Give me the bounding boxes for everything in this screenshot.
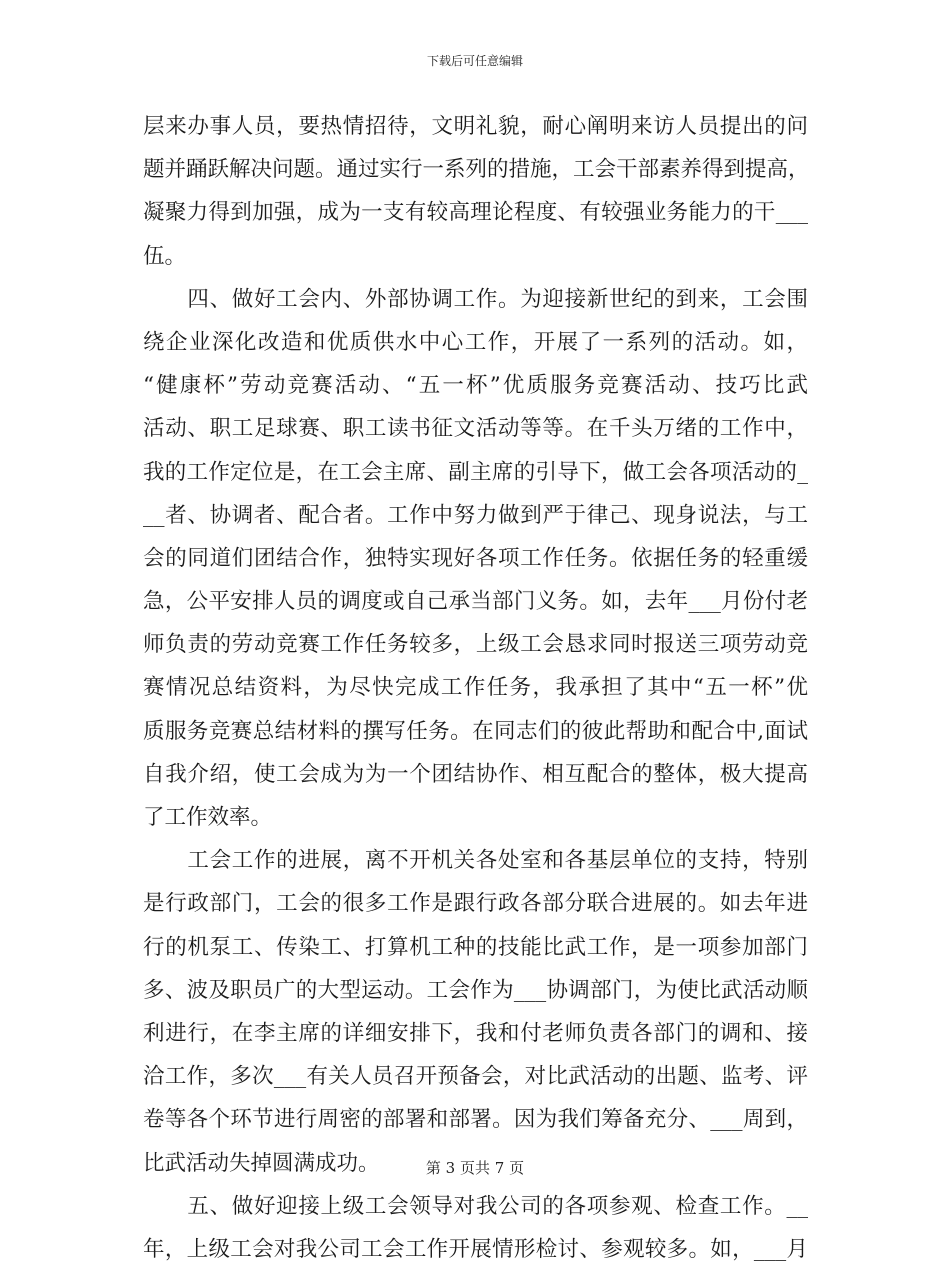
text-line: 行的机泵工、传染工、打算机工种的技能比武工作，是一项参加部门 xyxy=(143,934,808,960)
text-line: 赛情况总结资料，为尽快完成工作任务，我承担了其中“五一杯”优 xyxy=(143,675,808,701)
text-line: __者、协调者、配合者。工作中努力做到严于律己、现身说法，与工 xyxy=(143,502,808,528)
document-body xyxy=(143,105,808,1271)
text-line: 师负责的劳动竞赛工作任务较多，上级工会恳求同时报送三项劳动竞 xyxy=(143,632,808,658)
text-line: 活动、职工足球赛、职工读书征文活动等等。在千头万绪的工作中， xyxy=(143,416,808,442)
text-line: 洽工作，多次___有关人员召开预备会，对比武活动的出题、监考、评 xyxy=(143,1064,808,1090)
page-header: 下载后可任意编辑 xyxy=(426,54,523,68)
text-line: 自我介绍，使工会成为为一个团结协作、相互配合的整体，极大提高 xyxy=(143,761,808,787)
text-line: 比武活动失掉圆满成功。 xyxy=(143,1150,380,1176)
text-line: 急，公平安排人员的调度或自己承当部门义务。如，去年___月份付老 xyxy=(143,589,808,615)
text-line: 工会工作的进展，离不开机关各处室和各基层单位的支持，特别 xyxy=(143,848,808,874)
text-line: 卷等各个环节进行周密的部署和部署。因为我们筹备充分、___周到， xyxy=(143,1107,808,1133)
text-line: 会的同道们团结合作，独特实现好各项工作任务。依据任务的轻重缓 xyxy=(143,545,808,571)
text-line: 了工作效率。 xyxy=(143,805,273,830)
text-line: 四、做好工会内、外部协调工作。为迎接新世纪的到来，工会围 xyxy=(143,286,808,312)
text-line: 凝聚力得到加强，成为一支有较高理论程度、有较强业务能力的干___ xyxy=(143,200,808,226)
text-line: 伍。 xyxy=(143,243,187,269)
text-line: “健康杯”劳动竞赛活动、“五一杯”优质服务竞赛活动、技巧比武 xyxy=(143,373,808,399)
text-line: 层来办事人员，要热情招待，文明礼貌，耐心阐明来访人员提出的问 xyxy=(143,114,808,139)
text-line: 我的工作定位是，在工会主席、副主席的引导下，做工会各项活动的_ xyxy=(143,459,808,485)
text-line: 题并踊跃解决问题。通过实行一系列的措施，工会干部素养得到提高， xyxy=(143,157,810,183)
page-footer: 第 3 页共 7 页 xyxy=(425,1159,525,1177)
text-line: 绕企业深化改造和优质供水中心工作，开展了一系列的活动。如， xyxy=(143,329,808,355)
text-line: 是行政部门，工会的很多工作是跟行政各部分联合进展的。如去年进 xyxy=(143,891,808,917)
text-line: 五、做好迎接上级工会领导对我公司的各项参观、检查工作。__ xyxy=(143,1193,808,1219)
text-line: 年，上级工会对我公司工会工作开展情形检讨、参观较多。如，___月 xyxy=(143,1236,808,1262)
text-line: 质服务竞赛总结材料的撰写任务。在同志们的彼此帮助和配合中,面试 xyxy=(143,718,808,744)
text-line: 多、波及职员广的大型运动。工会作为___协调部门，为使比武活动顺 xyxy=(143,977,808,1003)
text-line: 利进行，在李主席的详细安排下，我和付老师负责各部门的调和、接 xyxy=(143,1020,808,1046)
